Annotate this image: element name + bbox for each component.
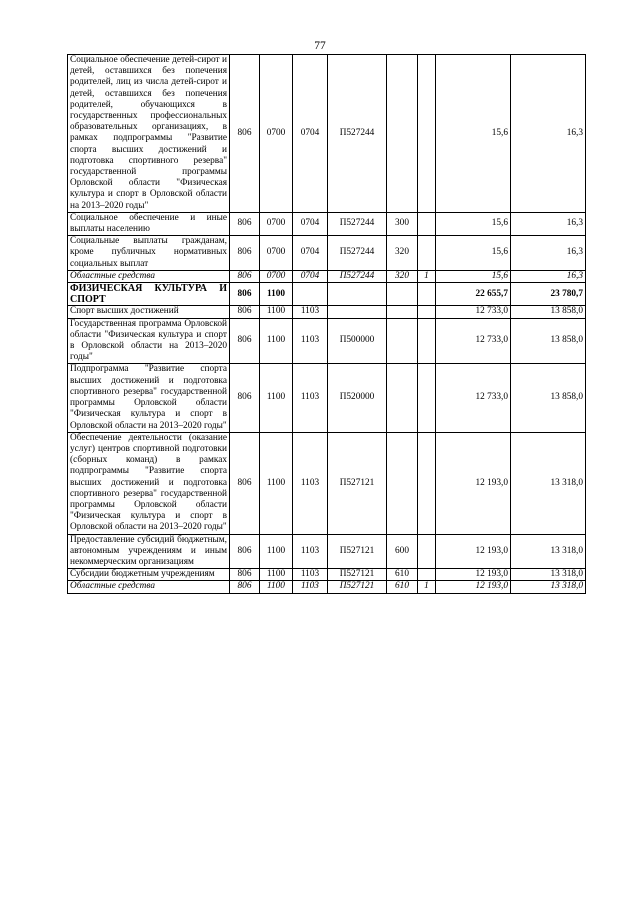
cell-grbs: 806: [230, 306, 260, 318]
cell-expense-type: [387, 432, 418, 534]
cell-amount-year1: 12 733,0: [436, 306, 511, 318]
cell-amount-year1: 15,6: [436, 212, 511, 235]
cell-grbs: 806: [230, 236, 260, 271]
cell-subsection: 0704: [293, 270, 328, 282]
cell-section: 1100: [260, 581, 293, 593]
table-row: [68, 236, 586, 271]
budget-table: [67, 54, 586, 594]
cell-grbs: 806: [230, 534, 260, 569]
cell-expense-type: [387, 318, 418, 364]
cell-funding-source: [418, 306, 436, 318]
cell-expense-type: 610: [387, 569, 418, 581]
cell-amount-year2: 13 318,0: [511, 534, 586, 569]
cell-subsection: 0704: [293, 212, 328, 235]
cell-section: 0700: [260, 236, 293, 271]
cell-funding-source: [418, 283, 436, 306]
cell-description: Государственная программа Орловской области "Физическая культура и спорт в Орловской области на 2013–2020 годы": [68, 318, 230, 364]
cell-amount-year1: 12 193,0: [436, 569, 511, 581]
cell-amount-year2: 16,3: [511, 236, 586, 271]
cell-amount-year2: 13 858,0: [511, 306, 586, 318]
cell-funding-source: [418, 55, 436, 213]
cell-expense-type: 320: [387, 236, 418, 271]
cell-subsection: [293, 283, 328, 306]
cell-expense-type: 600: [387, 534, 418, 569]
table-row: [68, 306, 586, 318]
cell-target-article: П527244: [328, 236, 387, 271]
cell-expense-type: [387, 364, 418, 432]
cell-subsection: 0704: [293, 55, 328, 213]
cell-amount-year2: 13 318,0: [511, 581, 586, 593]
cell-subsection: 1103: [293, 581, 328, 593]
cell-target-article: П500000: [328, 318, 387, 364]
cell-funding-source: [418, 236, 436, 271]
cell-subsection: 1103: [293, 534, 328, 569]
table-row: [68, 283, 586, 306]
table-row: [68, 569, 586, 581]
cell-grbs: 806: [230, 212, 260, 235]
cell-description: Социальное обеспечение детей-сирот и детей, оставшихся без попечения родителей, лиц из числа детей-сирот и детей, оставшихся без попечения родителей, обучающихся в государственных профессиональных образовательных организациях, в рамках подпрограммы "Развитие спорта высших достижений и подготовка спортивного резерва" государственной программы Орловской области "Физическая культура и спорт в Орловской области на 2013–2020 годы": [68, 55, 230, 213]
cell-funding-source: [418, 432, 436, 534]
table-row: [68, 270, 586, 282]
cell-expense-type: [387, 306, 418, 318]
cell-section: 1100: [260, 306, 293, 318]
cell-description: Субсидии бюджетным учреждениям: [68, 569, 230, 581]
table-row: [68, 581, 586, 593]
cell-amount-year2: 13 318,0: [511, 569, 586, 581]
cell-section: 0700: [260, 270, 293, 282]
cell-description: Спорт высших достижений: [68, 306, 230, 318]
cell-section: 1100: [260, 569, 293, 581]
cell-target-article: [328, 306, 387, 318]
cell-funding-source: [418, 569, 436, 581]
cell-target-article: П527121: [328, 581, 387, 593]
table-row: [68, 318, 586, 364]
cell-grbs: 806: [230, 270, 260, 282]
table-row: [68, 364, 586, 432]
cell-section: 1100: [260, 318, 293, 364]
table-body: [68, 55, 586, 594]
cell-target-article: П520000: [328, 364, 387, 432]
cell-grbs: 806: [230, 432, 260, 534]
cell-funding-source: [418, 364, 436, 432]
cell-grbs: 806: [230, 569, 260, 581]
cell-expense-type: 320: [387, 270, 418, 282]
cell-funding-source: [418, 318, 436, 364]
cell-amount-year2: 13 858,0: [511, 364, 586, 432]
cell-grbs: 806: [230, 283, 260, 306]
cell-subsection: 1103: [293, 364, 328, 432]
cell-amount-year1: 12 733,0: [436, 318, 511, 364]
cell-subsection: 1103: [293, 569, 328, 581]
cell-section: 0700: [260, 212, 293, 235]
cell-description: ФИЗИЧЕСКАЯ КУЛЬТУРА И СПОРТ: [68, 283, 230, 306]
cell-expense-type: 300: [387, 212, 418, 235]
cell-funding-source: [418, 534, 436, 569]
cell-funding-source: 1: [418, 270, 436, 282]
cell-amount-year1: 12 193,0: [436, 534, 511, 569]
cell-funding-source: [418, 212, 436, 235]
cell-subsection: 1103: [293, 432, 328, 534]
table-row: [68, 432, 586, 534]
cell-amount-year1: 12 193,0: [436, 581, 511, 593]
cell-description: Областные средства: [68, 581, 230, 593]
page-number: 77: [314, 40, 326, 52]
cell-subsection: 1103: [293, 318, 328, 364]
cell-target-article: П527244: [328, 270, 387, 282]
cell-amount-year1: 12 733,0: [436, 364, 511, 432]
cell-amount-year1: 15,6: [436, 236, 511, 271]
cell-section: 0700: [260, 55, 293, 213]
table-row: [68, 212, 586, 235]
cell-funding-source: 1: [418, 581, 436, 593]
cell-grbs: 806: [230, 581, 260, 593]
cell-amount-year1: 15,6: [436, 270, 511, 282]
cell-amount-year2: 23 780,7: [511, 283, 586, 306]
cell-description: Подпрограмма "Развитие спорта высших достижений и подготовка спортивного резерва" государственной программы Орловской области "Физическая культура и спорт в Орловской области на 2013–2020 годы": [68, 364, 230, 432]
cell-expense-type: 610: [387, 581, 418, 593]
cell-amount-year2: 16,3: [511, 212, 586, 235]
cell-target-article: П527121: [328, 534, 387, 569]
cell-section: 1100: [260, 364, 293, 432]
cell-amount-year1: 15,6: [436, 55, 511, 213]
cell-grbs: 806: [230, 318, 260, 364]
table-row: [68, 534, 586, 569]
cell-target-article: П527121: [328, 569, 387, 581]
cell-amount-year1: 12 193,0: [436, 432, 511, 534]
cell-amount-year2: 13 318,0: [511, 432, 586, 534]
cell-target-article: П527244: [328, 212, 387, 235]
table-row: [68, 55, 586, 213]
cell-amount-year2: 16,3: [511, 270, 586, 282]
cell-subsection: 0704: [293, 236, 328, 271]
cell-description: Областные средства: [68, 270, 230, 282]
cell-target-article: [328, 283, 387, 306]
cell-expense-type: [387, 55, 418, 213]
cell-section: 1100: [260, 432, 293, 534]
cell-section: 1100: [260, 283, 293, 306]
cell-amount-year2: 16,3: [511, 55, 586, 213]
cell-description: Социальные выплаты гражданам, кроме публичных нормативных социальных выплат: [68, 236, 230, 271]
cell-description: Предоставление субсидий бюджетным, автономным учреждениям и иным некоммерческим организациям: [68, 534, 230, 569]
cell-subsection: 1103: [293, 306, 328, 318]
cell-description: Обеспечение деятельности (оказание услуг) центров спортивной подготовки (сборных команд) в рамках подпрограммы "Развитие спорта высших достижений и подготовка спортивного резерва" государственной программы Орловской области "Физическая культура и спорт в Орловской области на 2013–2020 годы": [68, 432, 230, 534]
cell-grbs: 806: [230, 364, 260, 432]
cell-target-article: П527244: [328, 55, 387, 213]
cell-target-article: П527121: [328, 432, 387, 534]
cell-amount-year1: 22 655,7: [436, 283, 511, 306]
cell-section: 1100: [260, 534, 293, 569]
cell-amount-year2: 13 858,0: [511, 318, 586, 364]
cell-description: Социальное обеспечение и иные выплаты населению: [68, 212, 230, 235]
cell-grbs: 806: [230, 55, 260, 213]
cell-expense-type: [387, 283, 418, 306]
